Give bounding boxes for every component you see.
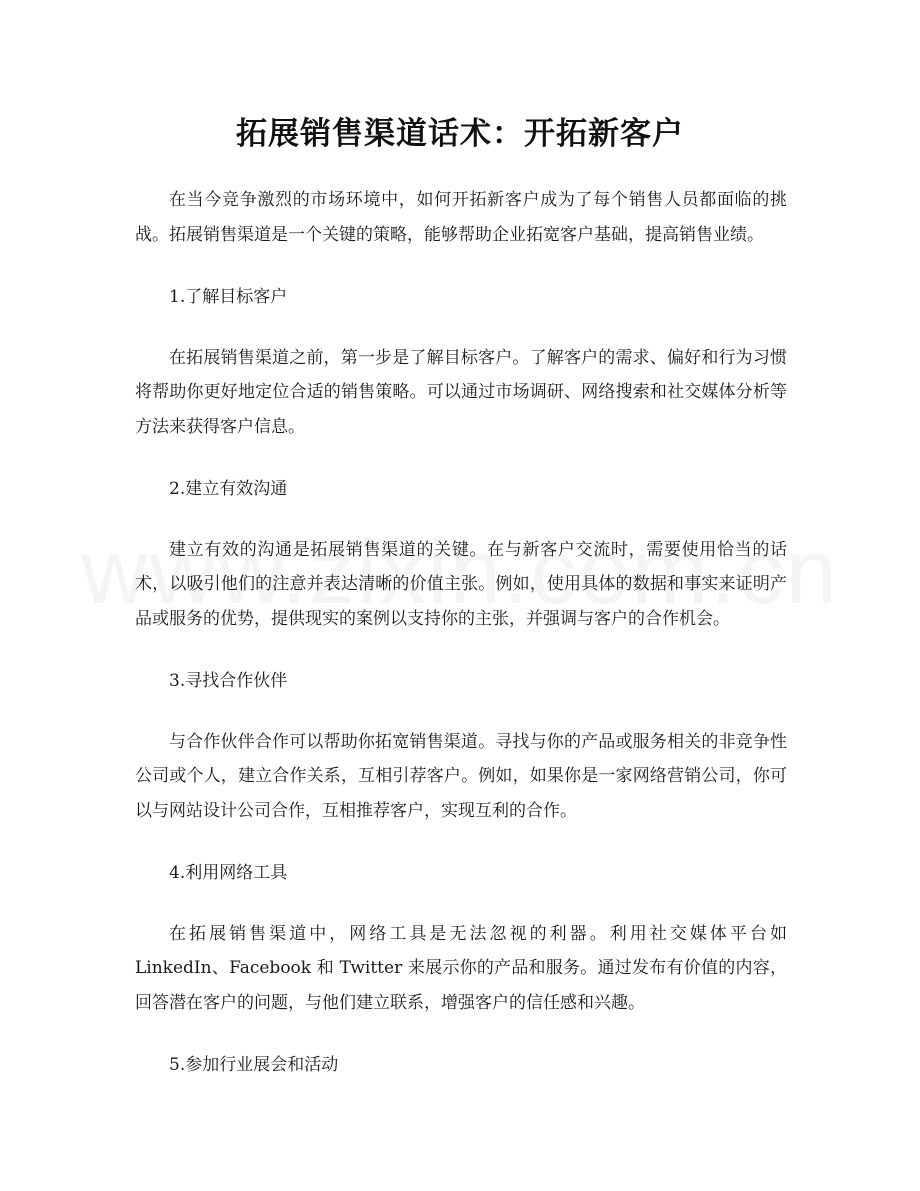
section-heading-3: 3.寻找合作伙伴 [169, 671, 288, 691]
section-heading-2: 2.建立有效沟通 [169, 479, 288, 499]
section-heading-5: 5.参加行业展会和活动 [169, 1055, 339, 1075]
section-body-2: 建立有效的沟通是拓展销售渠道的关键。在与新客户交流时，需要使用恰当的话术，以吸引他们的注意并表达清晰的价值主张。例如，使用具体的数据和事实来证明产品或服务的优势，提供现实的案例以支持你的主张，并强调与客户的合作机会。 [135, 539, 787, 629]
section-heading-1: 1.了解目标客户 [169, 287, 288, 307]
page-title: 拓展销售渠道话术：开拓新客户 [236, 116, 684, 152]
intro-paragraph: 在当今竞争激烈的市场环境中，如何开拓新客户成为了每个销售人员都面临的挑战。拓展销售渠道是一个关键的策略，能够帮助企业拓宽客户基础，提高销售业绩。 [135, 190, 787, 245]
section-heading-4: 4.利用网络工具 [169, 863, 288, 883]
section-body-3: 与合作伙伴合作可以帮助你拓宽销售渠道。寻找与你的产品或服务相关的非竞争性公司或个人，建立合作关系，互相引荐客户。例如，如果你是一家网络营销公司，你可以与网站设计公司合作，互相推荐客户，实现互利的合作。 [135, 731, 787, 821]
document-body [135, 183, 787, 1109]
section-body-1: 在拓展销售渠道之前，第一步是了解目标客户。了解客户的需求、偏好和行为习惯将帮助你更好地定位合适的销售策略。可以通过市场调研、网络搜索和社交媒体分析等方法来获得客户信息。 [135, 347, 787, 437]
section-body-4: 在拓展销售渠道中，网络工具是无法忽视的利器。利用社交媒体平台如 LinkedIn、Facebook 和 Twitter 来展示你的产品和服务。通过发布有价值的内容，回答潜在客户的问题，与他们建立联系，增强客户的信任感和兴趣。 [135, 923, 787, 1013]
